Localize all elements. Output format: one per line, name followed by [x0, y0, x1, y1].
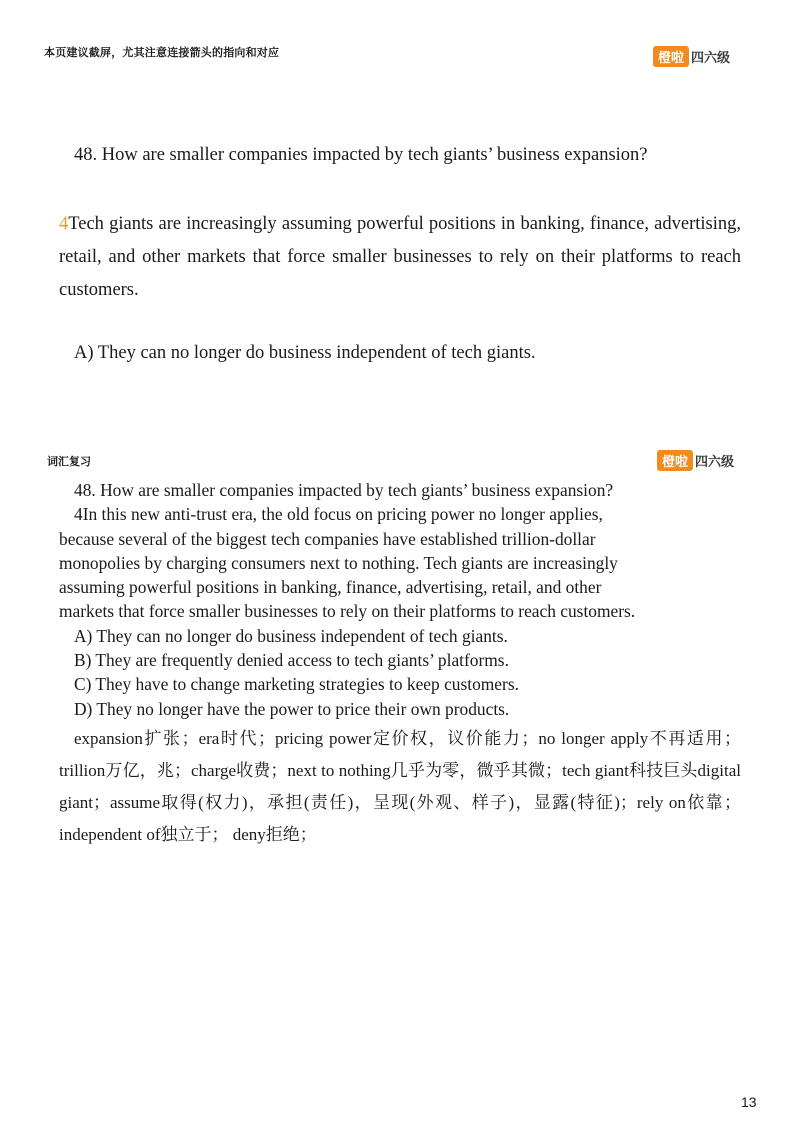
vocabulary-notes-text: expansion扩张；era时代；pricing power定价权，议价能力；no longer apply不再适用；trillion万亿，兆；charge收费；next to nothing几乎为零，微乎其微；tech giant科技巨头digital giant；assume取得(权力)，承担(责任)，呈现(外观、样子)，显露(特征)；rely on依靠；independent of独立于； deny拒绝； [59, 729, 741, 844]
vocabulary-notes [59, 723, 741, 851]
brand-level: 四六级 [695, 455, 735, 470]
paragraph-line: 4In this new anti-trust era, the old focus on pricing power no longer applies, [74, 504, 603, 525]
passage-text: Tech giants are increasingly assuming powerful positions in banking, finance, advertising, retail, and other markets that force smaller businesses to rely on their platforms to reach customers. [59, 214, 741, 300]
passage [59, 208, 741, 307]
brand-level: 四六级 [691, 51, 731, 66]
paragraph-number: 4 [59, 214, 69, 234]
question-title: 48. How are smaller companies impacted by tech giants’ business expansion? [74, 145, 648, 165]
page-number: 13 [741, 1094, 757, 1110]
brand-logo-top [653, 46, 730, 67]
brand-logo: 橙啦 [657, 450, 693, 471]
paragraph-line: monopolies by charging consumers next to nothing. Tech giants are increasingly [59, 552, 618, 573]
brand-logo: 橙啦 [653, 46, 689, 67]
vocab-review-block [59, 478, 741, 721]
brand-logo-mid [657, 450, 734, 471]
paragraph-line: assuming powerful positions in banking, finance, advertising, retail, and other [59, 577, 602, 598]
option-d: D) They no longer have the power to price their own products. [74, 698, 510, 719]
option-a: A) They can no longer do business independent of tech giants. [74, 625, 508, 646]
header-note: 本页建议截屏，尤其注意连接箭头的指向和对应 [44, 47, 280, 59]
paragraph-line: because several of the biggest tech companies have established trillion-dollar [59, 528, 596, 549]
option-c: C) They have to change marketing strategies to keep customers. [74, 674, 519, 695]
section-label: 词汇复习 [47, 456, 91, 468]
paragraph-line: markets that force smaller businesses to rely on their platforms to reach customers. [59, 601, 636, 622]
review-question: 48. How are smaller companies impacted by tech giants’ business expansion? [74, 480, 614, 500]
option-b: B) They are frequently denied access to tech giants’ platforms. [74, 650, 509, 671]
option-a-answer: A) They can no longer do business independent of tech giants. [74, 343, 536, 363]
